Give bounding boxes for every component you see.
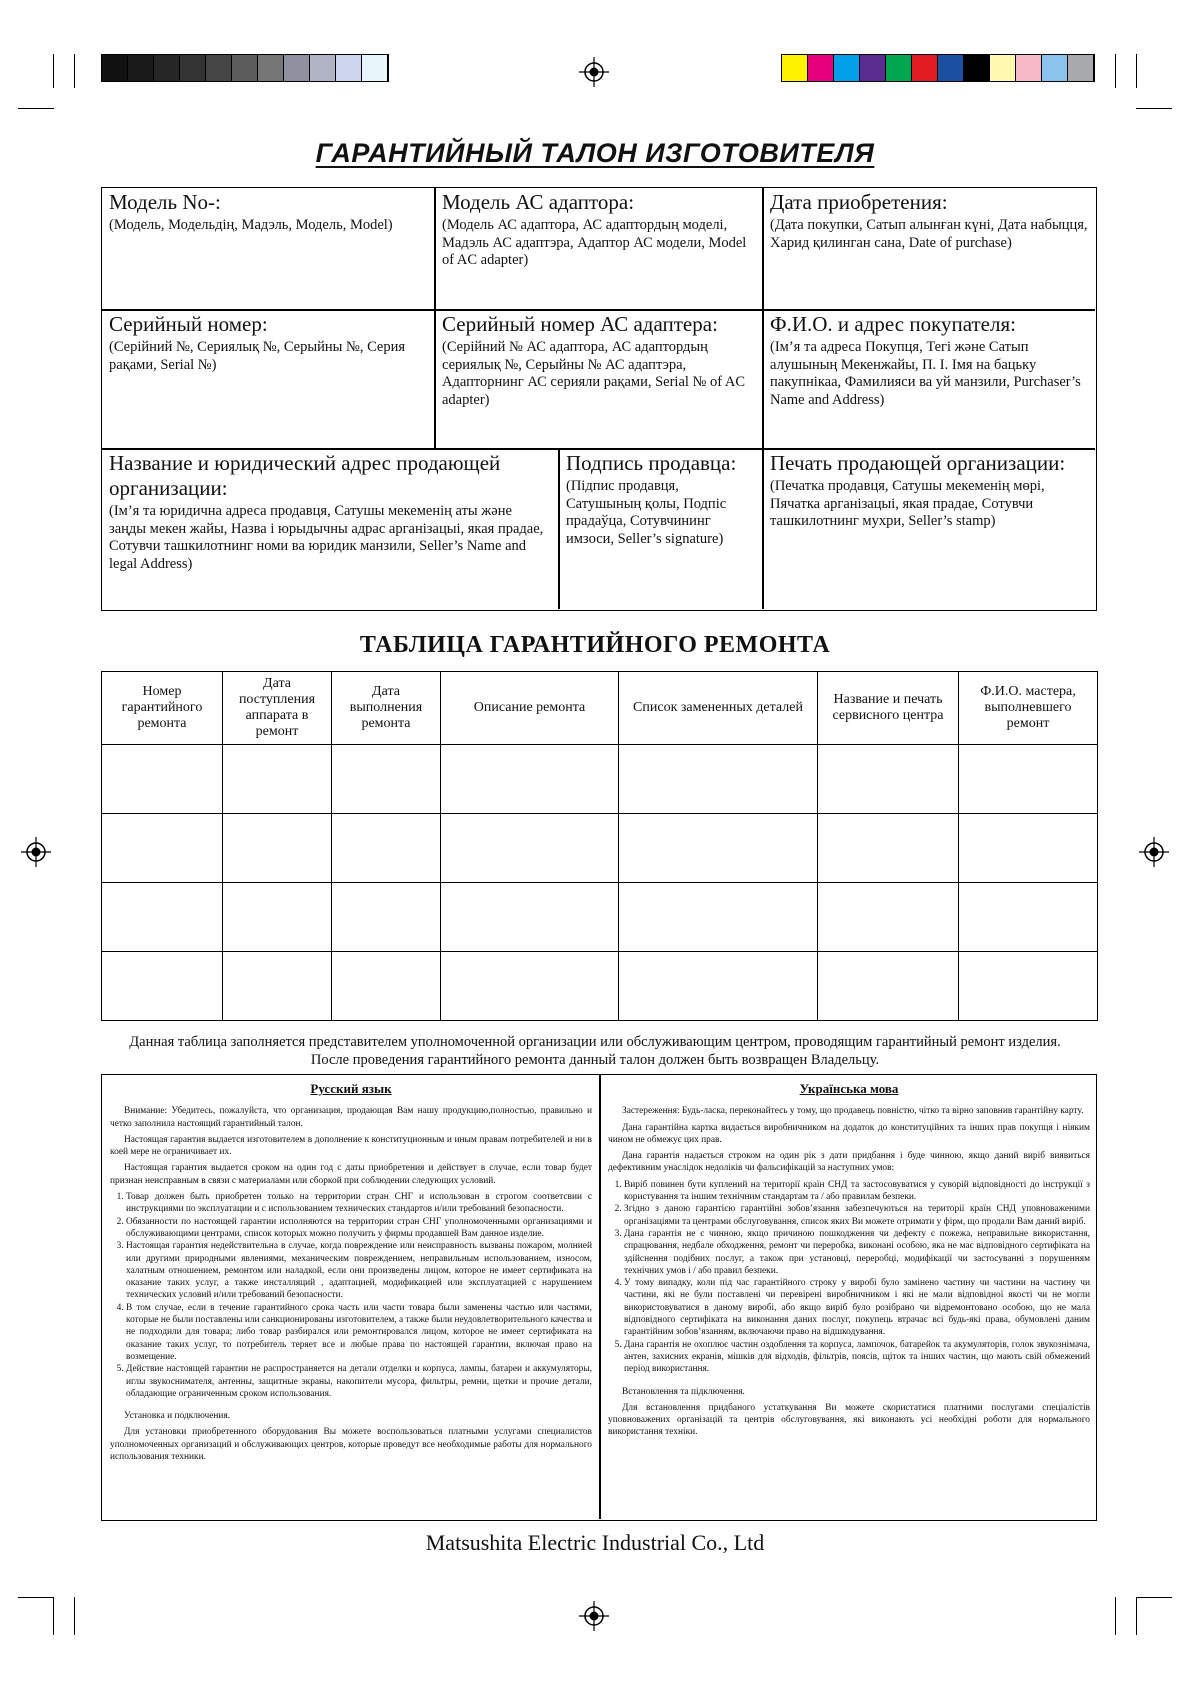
list-item: 2. Згідно з даною гарантією гарантійні зобов’язання забезпечуються на території країн СНД уповноваженими організаціями та центрами обслуговування, список яких Ви можете отримати у фірм, що продали Вам даний виріб.: [624, 1203, 1090, 1228]
list-item: 4. В том случае, если в течение гарантийного срока часть или части товара были заменены частью или частями, которые не были поставлены или санкционированы изготовителем, а также были неудовлетворительного качества и не подходили для товара; либо товар разбирался или ремонтировался лицом, которое не имеет сертификата на оказание таких услуг, то потребитель теряет все и любые права по настоящей гарантии, включая право на возмещение.: [126, 1302, 592, 1363]
field-translations: (Ім’я та адреса Покупця, Тегі және Сатып алушының Мекенжайы, П. І. Імя на бацьку пакупнікаа, Фамилияси ва уй манзили, Purchaser’s Name and Address): [770, 339, 1081, 408]
table-cell[interactable]: [332, 814, 441, 883]
registration-mark-bottom: [579, 1601, 609, 1631]
install-title: Встановлення та підключення.: [622, 1386, 745, 1397]
list-item: 5. Дана гарантія не охоплює частин оздоблення та корпуса, лампочок, батарейок та акумуляторів, голок звукознімача, антен, захисних екранів, мішків для відходів, фільтрів, поясів, щіток та інших частин, що мають свій обмежений період використання.: [624, 1339, 1090, 1376]
terms-conditions-list: [608, 1179, 1090, 1376]
terms-paragraph: Дана гарантія надається строком на один рік з дати придбання і буде чинною, якщо даний виріб виявиться дефективним унаслідок недоліків чи фальсифікацій за наступних умов:: [608, 1151, 1090, 1174]
color-swatch: [128, 55, 154, 81]
field-label: Модель No-:: [109, 190, 221, 214]
terms-paragraph: Дана гарантійна картка видається виробничником на додаток до конституційних та інших прав покупця і ніяким чином не обмежує цих прав.: [608, 1122, 1090, 1145]
table-cell[interactable]: [959, 952, 1098, 1021]
color-swatch: [102, 55, 128, 81]
color-swatch: [1016, 55, 1042, 81]
color-swatch: [912, 55, 938, 81]
color-swatch: [834, 55, 860, 81]
table-cell[interactable]: [102, 952, 223, 1021]
terms-paragraph: Застереження: Будь-ласка, переконайтесь у тому, що продавець повністю, чітко та вірно заповнив гарантійну карту.: [622, 1106, 1084, 1117]
table-cell[interactable]: [619, 883, 818, 952]
table-cell[interactable]: [223, 952, 332, 1021]
field-label: Печать продающей организации:: [770, 451, 1066, 475]
field-translations: (Серійний № АС адаптора, АС адаптордың сериялық №, Серыйны № АС адаптэра, Адапторнинг АС серияли рақами, Serial № of AC adapter): [442, 339, 746, 408]
color-swatch: [232, 55, 258, 81]
table-cell[interactable]: [959, 814, 1098, 883]
registration-mark-left: [21, 837, 51, 867]
registration-mark-right: [1139, 837, 1169, 867]
repair-table-header: [102, 672, 1098, 745]
column-header: Дата поступления аппарата в ремонт: [223, 672, 332, 745]
field-translations: (Серійний №, Сериялық №, Серыйны №, Серия рақами, Serial №): [109, 339, 406, 373]
terms-paragraph: Внимание: Убедитесь, пожалуйста, что организация, продающая Вам нашу продукцию,полностью, правильно и четко заполнила настоящий гарантийный талон.: [110, 1106, 592, 1129]
field-label: Подпись продавца:: [566, 451, 737, 475]
table-cell[interactable]: [441, 814, 619, 883]
table-cell[interactable]: [619, 952, 818, 1021]
list-item: 4. У тому випадку, коли під час гарантійного строку у виробі було замінено частину чи частини на частину чи частини, які не були поставлені чи перевірені виробничником і які не мали відповідної якості чи не могли використовуватися в даному виробі, або якщо виріб було розібрано чи відремонтовано особою, що не мала відповідного сертифіката на виконання даних послуг, покупець втрачає всі будь-які права, обумовлені даним гарантійним зобов’язанням, включаючи право на відшкодування.: [624, 1277, 1090, 1338]
table-cell[interactable]: [619, 814, 818, 883]
warranty-terms: [101, 1074, 1097, 1521]
table-cell[interactable]: [102, 745, 223, 814]
color-swatch: [284, 55, 310, 81]
table-row: [102, 883, 1098, 952]
repair-table-note: [0, 1033, 1190, 1069]
install-text: Для встановлення придбаного устаткування Ви можете скористатися платними послугами спеціалістів уповноважених організацій та центрів обслуговування, які виконають усі необхідні роботи для нормального використання техніки.: [608, 1402, 1090, 1438]
field-seller-signature[interactable]: [559, 449, 762, 609]
color-swatch: [180, 55, 206, 81]
field-label: Серийный номер:: [109, 312, 268, 336]
color-swatch: [990, 55, 1016, 81]
color-swatch: [886, 55, 912, 81]
column-header: Ф.И.О. мастера, выполневшего ремонт: [959, 672, 1098, 745]
table-row: [102, 952, 1098, 1021]
field-ac-adapter-model[interactable]: [435, 188, 762, 309]
registration-mark-top: [579, 57, 609, 87]
terms-russian: [102, 1075, 600, 1520]
table-cell[interactable]: [332, 952, 441, 1021]
field-serial-number[interactable]: [102, 310, 434, 448]
table-cell[interactable]: [102, 814, 223, 883]
terms-heading: Русский язык: [310, 1081, 392, 1096]
table-cell[interactable]: [441, 745, 619, 814]
company-name: Matsushita Electric Industrial Co., Ltd: [425, 1530, 765, 1555]
list-item: 2. Обязанности по настоящей гарантии исполняются на территории стран СНГ уполномоченными организациями и обслуживающими центрами, список которых можно получить у фирмы продавшей Вам данное изделие.: [126, 1216, 592, 1241]
color-swatch: [1068, 55, 1094, 81]
table-cell[interactable]: [959, 745, 1098, 814]
table-cell[interactable]: [332, 745, 441, 814]
column-header: Номер гарантийного ремонта: [102, 672, 223, 745]
color-swatch: [1042, 55, 1068, 81]
terms-ukrainian: [600, 1075, 1098, 1520]
repair-table: [101, 671, 1098, 1021]
terms-conditions-list: [110, 1191, 592, 1400]
table-cell[interactable]: [818, 745, 959, 814]
column-header: Дата выполнения ремонта: [332, 672, 441, 745]
page-title: ГАРАНТИЙНЫЙ ТАЛОН ИЗГОТОВИТЕЛЯ: [315, 138, 875, 168]
field-label: Дата приобретения:: [770, 190, 948, 214]
grayscale-color-bar: [101, 54, 389, 82]
field-translations: (Модель АС адаптора, АС адаптордың моделі, Мадэль АС адаптэра, Адаптор АС модели, Model of AC adapter): [442, 217, 747, 268]
terms-paragraph: Настоящая гарантия выдается изготовителем в дополнение к конституционным и иным правам потребителей и ни в коей мере не ограничивает их.: [110, 1134, 592, 1158]
column-header: Описание ремонта: [441, 672, 619, 745]
list-item: 1. Товар должен быть приобретен только на территории стран СНГ и использован в строгом соответсвии с инструкциями по эксплуатации и с использованием технических стандартов и/или требований безопасности.: [126, 1191, 592, 1216]
table-cell[interactable]: [818, 883, 959, 952]
color-swatch: [336, 55, 362, 81]
color-swatch: [782, 55, 808, 81]
install-title: Установка и подключения.: [124, 1411, 231, 1422]
color-swatch: [808, 55, 834, 81]
list-item: 5. Действие настоящей гарантии не распространяется на детали отделки и корпуса, лампы, батареи и аккумуляторы, иглы звукоснимателя, антенны, защитные экраны, накопители мусора, фильтры, ремни, щетки и прочие детали, обладающие ограниченным сроком использования.: [126, 1363, 592, 1400]
field-label: Серийный номер АС адаптера:: [442, 312, 718, 336]
table-row: [102, 745, 1098, 814]
color-swatch: [362, 55, 388, 81]
list-item: 1. Виріб повинен бути куплений на території країн СНД та застосовуватися у суворій відповідності до інструкції з користування та іншим технічним стандартам та / або правилам безпеки.: [624, 1179, 1090, 1204]
field-model[interactable]: [102, 188, 434, 309]
column-header: Название и печать сервисного центра: [818, 672, 959, 745]
field-seller-stamp[interactable]: [763, 449, 1095, 609]
color-calibration-bar: [781, 54, 1095, 82]
table-cell[interactable]: [441, 952, 619, 1021]
color-swatch: [860, 55, 886, 81]
table-cell[interactable]: [223, 745, 332, 814]
field-label: Ф.И.О. и адрес покупателя:: [770, 312, 1016, 336]
table-cell[interactable]: [102, 883, 223, 952]
field-translations: (Підпис продавця, Сатушының қолы, Подпіс прадаўца, Сотувчининг имзоси, Seller’s signature): [566, 478, 727, 547]
list-item: 3. Дана гарантія не є чинною, якщо причиною пошкодження чи дефекту є пожежа, неправильне використання, спрацювання, недбале обходження, ремонт чи переробка, виконані особою, яка не має відповідного сертифіката на здійснення подібних послуг, а також при установці, переробці, модифікації чи застосуванні з порушенням технічних умов і / або правил безпеки.: [624, 1228, 1090, 1277]
field-label: Модель АС адаптора:: [442, 190, 635, 214]
terms-heading: Українська мова: [799, 1081, 899, 1096]
color-swatch: [938, 55, 964, 81]
table-cell[interactable]: [818, 814, 959, 883]
install-text: Для установки приобретенного оборудования Вы можете воспользоваться платными услугами специалистов уполномоченных организаций и обслуживающих центров, которые проведут все необходимые работы для нормального использования техники.: [110, 1427, 592, 1463]
field-translations: (Ім’я та юридична адреса продавця, Сатушы мекеменің аты және заңды мекен жайы, Назва і юрыдычны адрас арганізацыі, якая прадае, Сотувчи ташкилотнинг номи ва юридик манзили, Seller’s Name and legal Address): [109, 503, 544, 572]
note-line: После проведения гарантийного ремонта данный талон должен быть возвращен Владельцу.: [310, 1052, 880, 1068]
color-swatch: [206, 55, 232, 81]
table-row: [102, 814, 1098, 883]
table-cell[interactable]: [619, 745, 818, 814]
field-translations: (Дата покупки, Сатып алынған күні, Дата набыцця, Харид қилинган сана, Date of purchase): [770, 217, 1088, 251]
table-cell[interactable]: [441, 883, 619, 952]
field-ac-adapter-serial[interactable]: [435, 310, 762, 448]
color-swatch: [964, 55, 990, 81]
color-swatch: [258, 55, 284, 81]
table-cell[interactable]: [818, 952, 959, 1021]
color-swatch: [154, 55, 180, 81]
field-purchase-date[interactable]: [763, 188, 1095, 309]
table-cell[interactable]: [959, 883, 1098, 952]
field-translations: (Печатка продавця, Сатушы мекеменің мөрі, Пячатка арганізацыі, якая прадае, Сотувчи ташкилотнинг мухри, Seller’s stamp): [770, 478, 1045, 529]
table-cell[interactable]: [223, 814, 332, 883]
list-item: 3. Настоящая гарантия недействительна в случае, когда повреждение или неисправность вызваны пожаром, молнией или другими природными явлениями, механическим повреждением, неправильным использованием, износом, халатным отношением, ремонтом или наладкой, если они произведены лицом, которое не имеет сертификата на оказание таких услуг, а также инсталляций , адаптацией, модификацией или эксплуатацией с нарушением технических условий и/или требований безопасности.: [126, 1240, 592, 1301]
field-label: Название и юридический адрес продающей организации:: [109, 451, 501, 500]
terms-paragraph: Настоящая гарантия выдается сроком на один год с даты приобретения и действует в случае, если товар будет признан неисправным в связи с материалами или сборкой при соблюдении следующих условий.: [110, 1163, 592, 1186]
field-translations: (Модель, Модельдің, Мадэль, Модель, Model): [109, 217, 393, 233]
table-cell[interactable]: [332, 883, 441, 952]
repair-table-title: ТАБЛИЦА ГАРАНТИЙНОГО РЕМОНТА: [359, 632, 831, 658]
table-cell[interactable]: [223, 883, 332, 952]
field-buyer-name-address[interactable]: [763, 310, 1095, 448]
note-line: Данная таблица заполняется представителем уполномоченной организации или обслуживающим центром, проводящим гарантийный ремонт изделия.: [129, 1034, 1061, 1050]
column-header: Список замененных деталей: [619, 672, 818, 745]
color-swatch: [310, 55, 336, 81]
warranty-card-form: [101, 187, 1097, 611]
field-seller-organization[interactable]: [102, 449, 558, 609]
